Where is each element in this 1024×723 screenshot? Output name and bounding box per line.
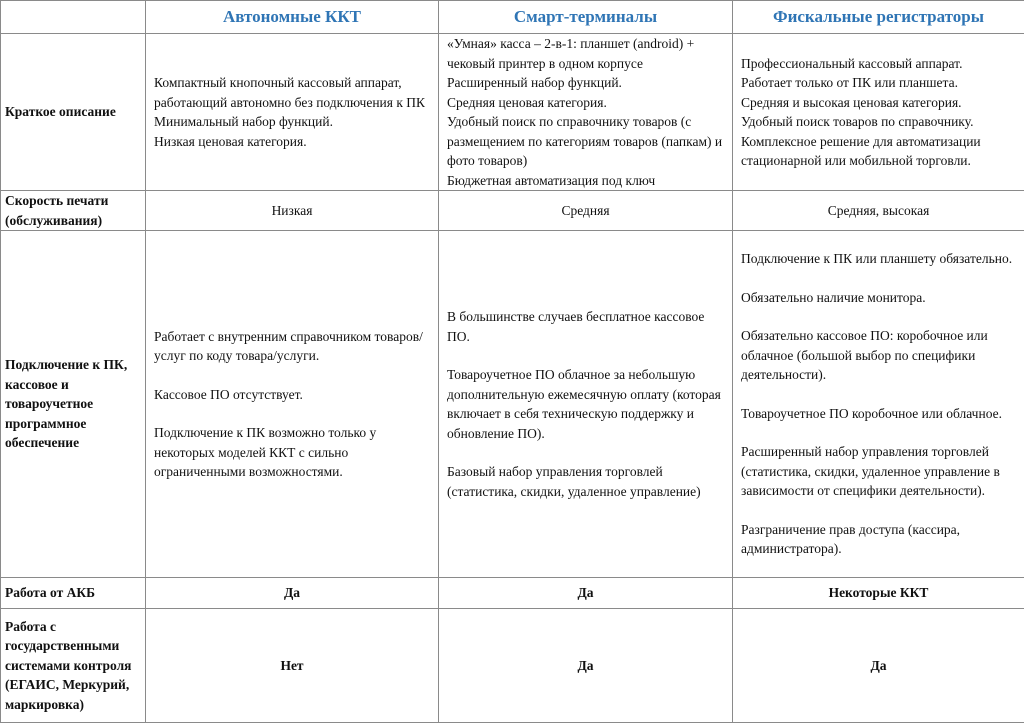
cell-paragraph: Базовый набор управления торговлей (статистика, скидки, удаленное управление) [447,462,728,501]
cell-smart: Средняя [439,191,733,231]
cell-paragraph: Обязательно наличие монитора. [741,288,1020,308]
row-description [1,34,1024,191]
cell-fiscal [733,34,1024,191]
cell-autonomous: Да [146,578,439,609]
cell-autonomous: Нет [146,609,439,723]
row-label: Работа с государственными системами контроля (ЕГАИС, Меркурий, маркировка) [1,609,146,723]
cell-paragraph: Разграничение прав доступа (кассира, администратора). [741,520,1020,559]
cell-paragraph: Обязательно кассовое ПО: коробочное или облачное (большой выбор по специфики деятельности). [741,326,1020,385]
cell-autonomous: Низкая [146,191,439,231]
cell-fiscal [733,231,1024,578]
row-label: Скорость печати (обслуживания) [1,191,146,231]
cell-paragraph: Расширенный набор управления торговлей (статистика, скидки, удаленное управление в зависимости от специфики деятельности). [741,442,1020,501]
cell-text: «Умная» касса – 2-в-1: планшет (android) + чековый принтер в одном корпусе Расширенный набор функций. Средняя ценовая категория. Удобный поиск по справочнику товаров (с размещением по категориям товаров (папкам) и фото товаров) Бюджетная автоматизация под ключ [447,34,728,190]
cell-fiscal: Некоторые ККТ [733,578,1024,609]
row-connection [1,231,1024,578]
row-label: Краткое описание [1,34,146,191]
cell-paragraph: Подключение к ПК возможно только у некоторых моделей ККТ с сильно ограниченными возможностями. [154,423,434,482]
row-state-systems [1,609,1024,723]
header-empty-cell [1,1,146,34]
cell-text: Компактный кнопочный кассовый аппарат, работающий автономно без подключения к ПК Минимальный набор функций. Низкая ценовая категория. [154,73,434,151]
row-speed [1,191,1024,231]
column-header-smart: Смарт-терминалы [439,1,733,34]
cell-smart: Да [439,609,733,723]
cell-paragraph: В большинстве случаев бесплатное кассовое ПО. [447,307,728,346]
header-row [1,1,1024,34]
cell-paragraph: Товароучетное ПО коробочное или облачное. [741,404,1020,424]
row-label: Подключение к ПК, кассовое и товароучетное программное обеспечение [1,231,146,578]
cell-text: Профессиональный кассовый аппарат. Работает только от ПК или планшета. Средняя и высокая ценовая категория. Удобный поиск товаров по справочнику. Комплексное решение для автоматизации стационарной или мобильной торговли. [741,54,1020,171]
cell-paragraph: Работает с внутренним справочником товаров/услуг по коду товара/услуги. [154,327,434,366]
cell-smart [439,34,733,191]
column-header-fiscal: Фискальные регистраторы [733,1,1024,34]
row-battery [1,578,1024,609]
cell-smart: Да [439,578,733,609]
cell-paragraph: Товароучетное ПО облачное за небольшую дополнительную ежемесячную оплату (которая включает в себя техническую поддержку и обновление ПО). [447,365,728,443]
column-header-autonomous: Автономные ККТ [146,1,439,34]
cell-smart [439,231,733,578]
cell-fiscal: Средняя, высокая [733,191,1024,231]
row-label: Работа от АКБ [1,578,146,609]
cell-paragraph: Кассовое ПО отсутствует. [154,385,434,405]
cell-autonomous [146,34,439,191]
cell-fiscal: Да [733,609,1024,723]
cell-autonomous [146,231,439,578]
cell-paragraph: Подключение к ПК или планшету обязательно. [741,249,1020,269]
